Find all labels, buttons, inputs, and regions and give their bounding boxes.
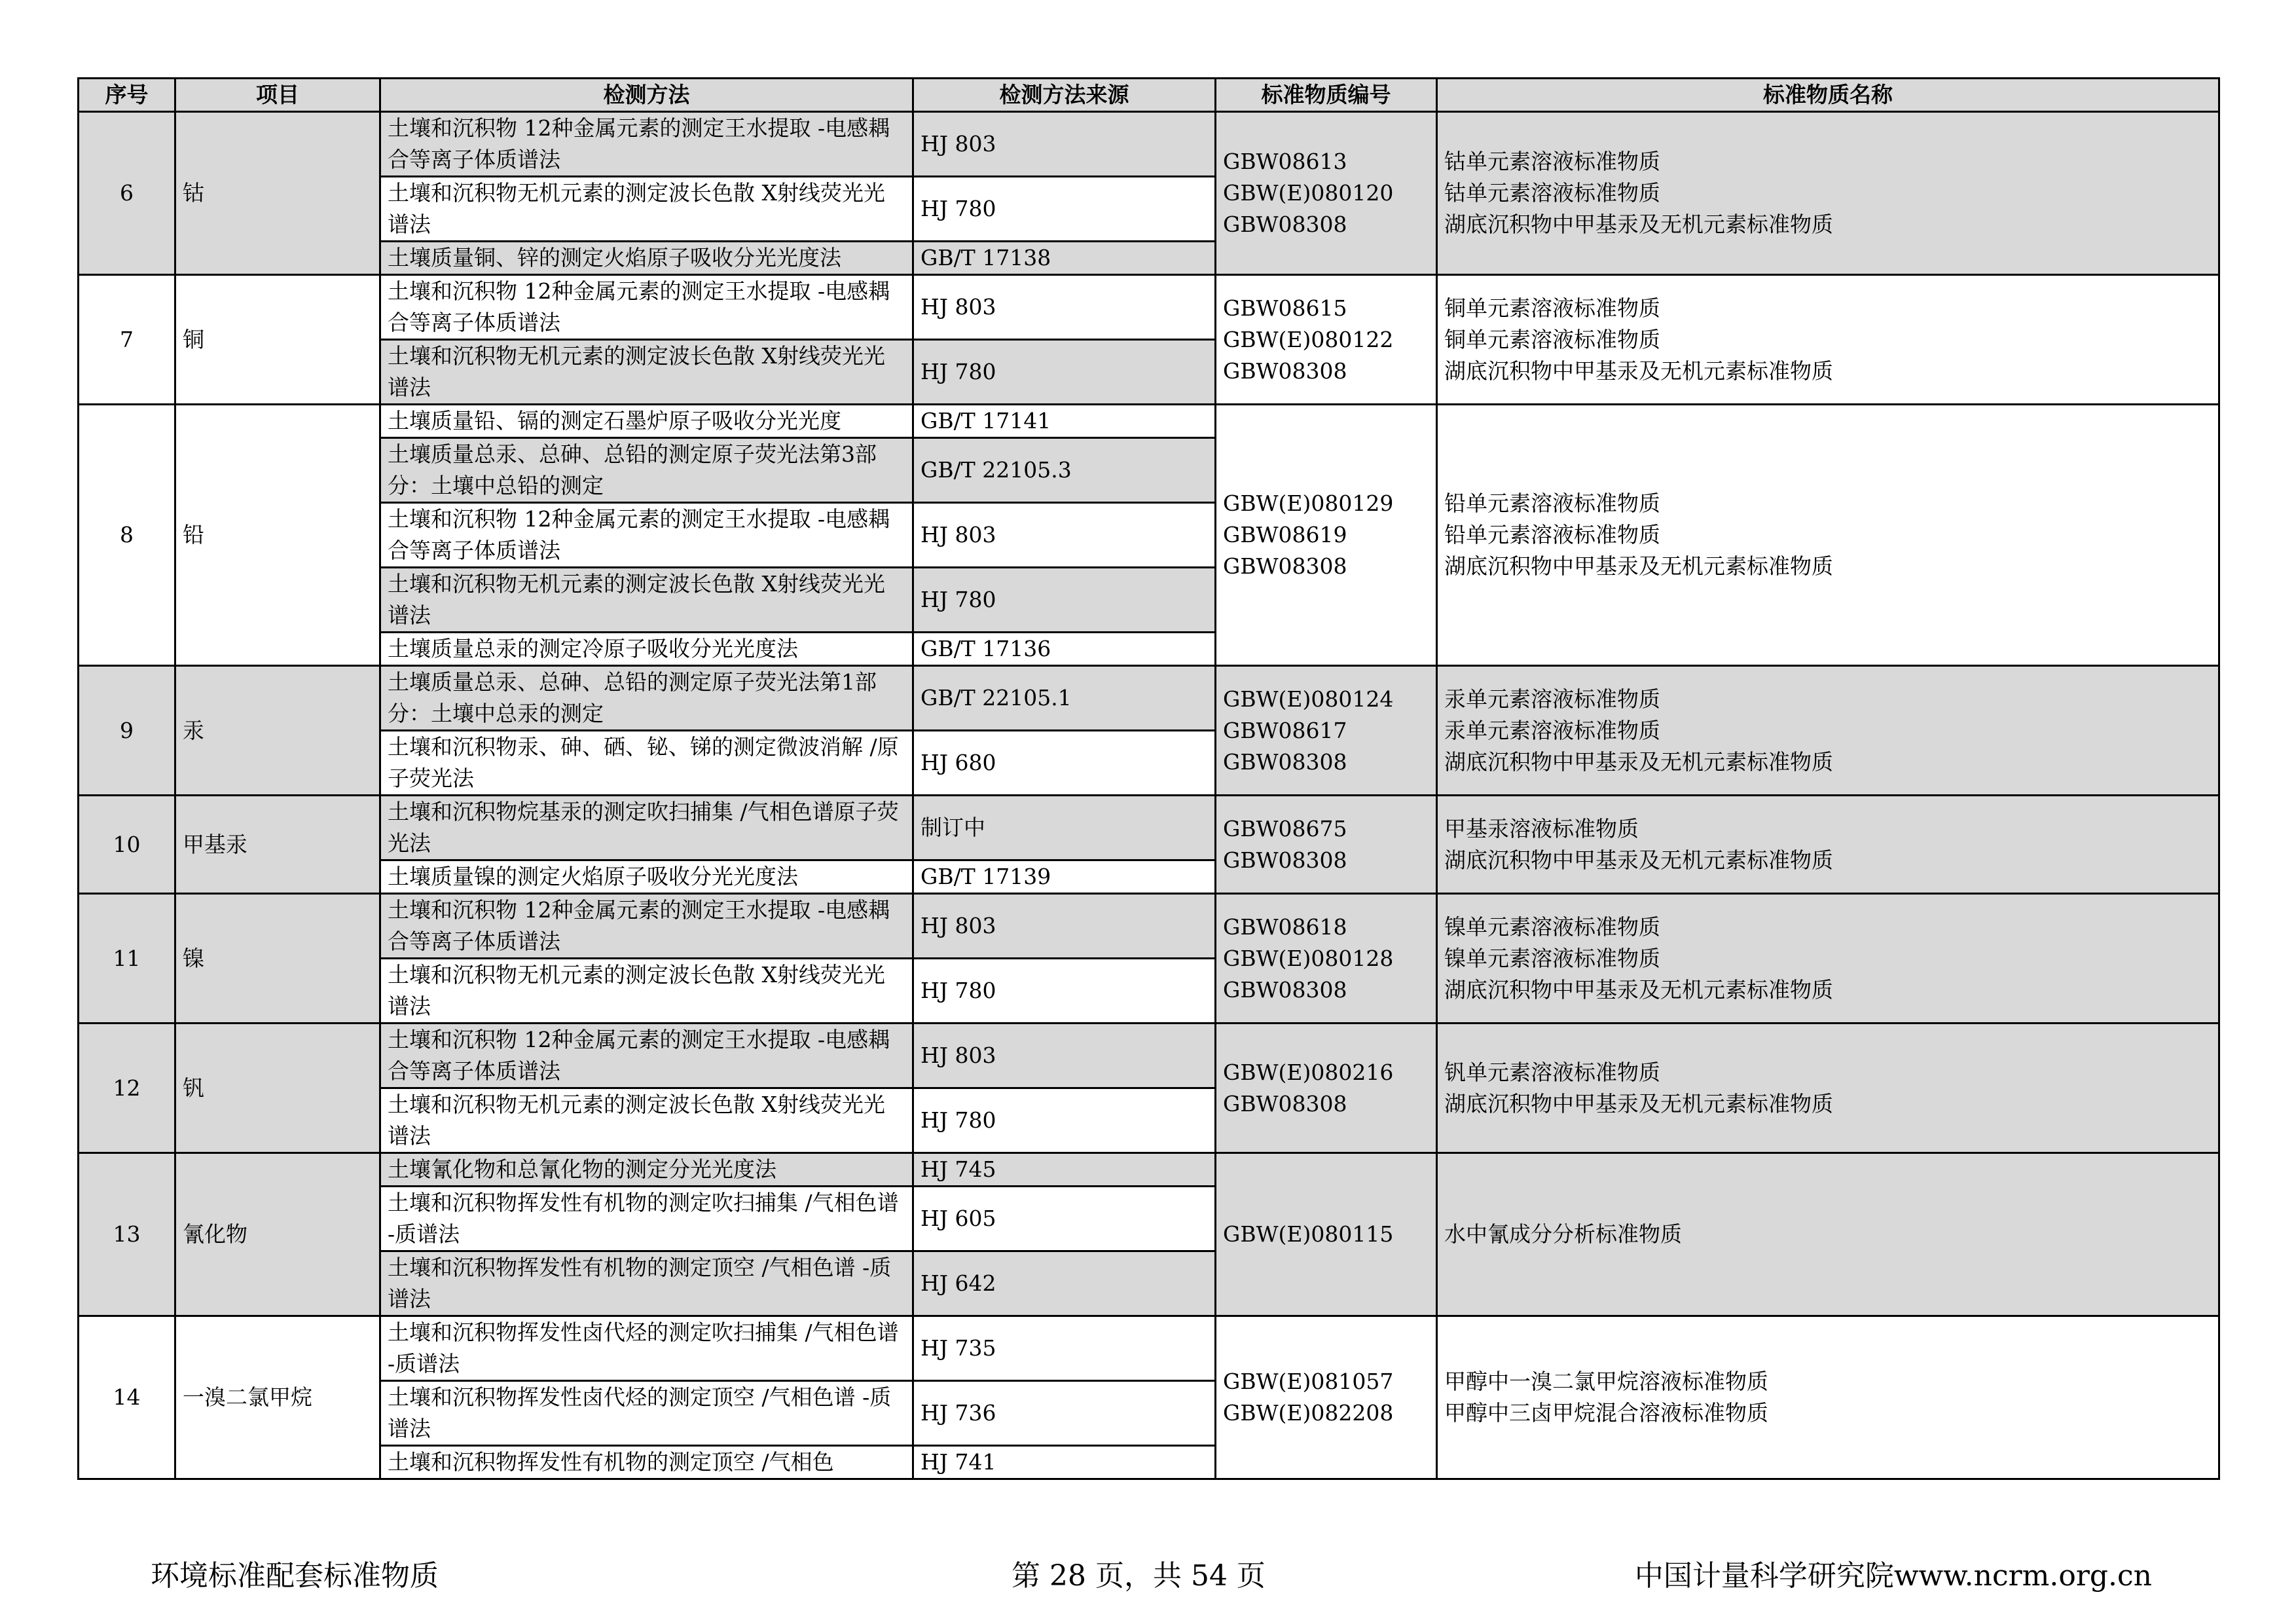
method-name: 土壤质量总汞的测定冷原子吸收分光光度法 (380, 633, 913, 666)
reference-codes: GBW(E)080124 GBW08617 GBW08308 (1216, 666, 1437, 796)
row-item: 一溴二氯甲烷 (175, 1316, 380, 1479)
method-source: HJ 605 (913, 1187, 1216, 1251)
reference-names: 铜单元素溶液标准物质 铜单元素溶液标准物质 湖底沉积物中甲基汞及无机元素标准物质 (1437, 275, 2219, 405)
method-name: 土壤和沉积物无机元素的测定波长色散 X射线荧光光谱法 (380, 1088, 913, 1153)
table-row (79, 1316, 2219, 1381)
reference-names: 甲醇中一溴二氯甲烷溶液标准物质 甲醇中三卤甲烷混合溶液标准物质 (1437, 1316, 2219, 1479)
table-row (79, 405, 2219, 438)
reference-names: 汞单元素溶液标准物质 汞单元素溶液标准物质 湖底沉积物中甲基汞及无机元素标准物质 (1437, 666, 2219, 796)
row-item: 钒 (175, 1024, 380, 1153)
reference-codes: GBW08675 GBW08308 (1216, 796, 1437, 894)
method-name: 土壤质量铅、镉的测定石墨炉原子吸收分光光度 (380, 405, 913, 438)
method-source: HJ 736 (913, 1381, 1216, 1446)
row-index: 12 (79, 1024, 175, 1153)
method-source: HJ 735 (913, 1316, 1216, 1381)
reference-codes: GBW08615 GBW(E)080122 GBW08308 (1216, 275, 1437, 405)
table-row (79, 275, 2219, 340)
method-name: 土壤和沉积物无机元素的测定波长色散 X射线荧光光谱法 (380, 568, 913, 633)
method-name: 土壤和沉积物 12种金属元素的测定王水提取 -电感耦合等离子体质谱法 (380, 112, 913, 177)
reference-codes: GBW(E)080129 GBW08619 GBW08308 (1216, 405, 1437, 666)
method-source: HJ 803 (913, 503, 1216, 568)
method-name: 土壤和沉积物 12种金属元素的测定王水提取 -电感耦合等离子体质谱法 (380, 894, 913, 959)
method-source: HJ 780 (913, 340, 1216, 405)
reference-names: 甲基汞溶液标准物质 湖底沉积物中甲基汞及无机元素标准物质 (1437, 796, 2219, 894)
method-source: HJ 780 (913, 1088, 1216, 1153)
header-index: 序号 (79, 79, 175, 112)
row-item: 甲基汞 (175, 796, 380, 894)
row-item: 氰化物 (175, 1153, 380, 1316)
reference-names: 水中氰成分分析标准物质 (1437, 1153, 2219, 1316)
reference-codes: GBW(E)081057 GBW(E)082208 (1216, 1316, 1437, 1479)
method-name: 土壤和沉积物挥发性有机物的测定顶空 /气相色谱 -质谱法 (380, 1251, 913, 1316)
method-source: GB/T 17136 (913, 633, 1216, 666)
method-name: 土壤质量镍的测定火焰原子吸收分光光度法 (380, 860, 913, 894)
reference-codes: GBW(E)080216 GBW08308 (1216, 1024, 1437, 1153)
row-index: 7 (79, 275, 175, 405)
header-item: 项目 (175, 79, 380, 112)
row-index: 8 (79, 405, 175, 666)
method-source: GB/T 17141 (913, 405, 1216, 438)
reference-codes: GBW(E)080115 (1216, 1153, 1437, 1316)
method-name: 土壤和沉积物挥发性有机物的测定顶空 /气相色 (380, 1446, 913, 1479)
row-item: 铅 (175, 405, 380, 666)
method-name: 土壤氰化物和总氰化物的测定分光光度法 (380, 1153, 913, 1187)
row-index: 14 (79, 1316, 175, 1479)
method-source: GB/T 22105.3 (913, 438, 1216, 503)
table-row (79, 666, 2219, 731)
method-source: HJ 680 (913, 731, 1216, 796)
method-name: 土壤质量铜、锌的测定火焰原子吸收分光光度法 (380, 242, 913, 275)
method-name: 土壤和沉积物挥发性卤代烃的测定吹扫捕集 /气相色谱 -质谱法 (380, 1316, 913, 1381)
table-body (79, 112, 2219, 1479)
reference-names: 镍单元素溶液标准物质 镍单元素溶液标准物质 湖底沉积物中甲基汞及无机元素标准物质 (1437, 894, 2219, 1024)
table-header-row (79, 79, 2219, 112)
method-source: HJ 803 (913, 275, 1216, 340)
method-source: HJ 803 (913, 112, 1216, 177)
method-source: HJ 780 (913, 177, 1216, 242)
method-source: HJ 741 (913, 1446, 1216, 1479)
table-row (79, 1153, 2219, 1187)
row-index: 13 (79, 1153, 175, 1316)
method-source: HJ 642 (913, 1251, 1216, 1316)
method-name: 土壤和沉积物汞、砷、硒、铋、锑的测定微波消解 /原子荧光法 (380, 731, 913, 796)
row-index: 11 (79, 894, 175, 1024)
method-source: HJ 803 (913, 1024, 1216, 1088)
row-item: 钴 (175, 112, 380, 275)
method-name: 土壤和沉积物 12种金属元素的测定王水提取 -电感耦合等离子体质谱法 (380, 503, 913, 568)
row-index: 6 (79, 112, 175, 275)
method-name: 土壤和沉积物无机元素的测定波长色散 X射线荧光光谱法 (380, 177, 913, 242)
method-source: HJ 745 (913, 1153, 1216, 1187)
method-name: 土壤和沉积物 12种金属元素的测定王水提取 -电感耦合等离子体质谱法 (380, 275, 913, 340)
header-reference-name: 标准物质名称 (1437, 79, 2219, 112)
table-row (79, 112, 2219, 177)
reference-codes: GBW08613 GBW(E)080120 GBW08308 (1216, 112, 1437, 275)
method-name: 土壤和沉积物无机元素的测定波长色散 X射线荧光光谱法 (380, 959, 913, 1024)
method-name: 土壤质量总汞、总砷、总铅的测定原子荧光法第1部分：土壤中总汞的测定 (380, 666, 913, 731)
reference-names: 铅单元素溶液标准物质 铅单元素溶液标准物质 湖底沉积物中甲基汞及无机元素标准物质 (1437, 405, 2219, 666)
method-source: HJ 780 (913, 568, 1216, 633)
table-row (79, 894, 2219, 959)
method-name: 土壤和沉积物无机元素的测定波长色散 X射线荧光光谱法 (380, 340, 913, 405)
standards-table (77, 77, 2220, 1480)
row-item: 铜 (175, 275, 380, 405)
reference-names: 钴单元素溶液标准物质 钴单元素溶液标准物质 湖底沉积物中甲基汞及无机元素标准物质 (1437, 112, 2219, 275)
header-method: 检测方法 (380, 79, 913, 112)
method-name: 土壤和沉积物烷基汞的测定吹扫捕集 /气相色谱原子荧光法 (380, 796, 913, 860)
reference-names: 钒单元素溶液标准物质 湖底沉积物中甲基汞及无机元素标准物质 (1437, 1024, 2219, 1153)
method-name: 土壤和沉积物 12种金属元素的测定王水提取 -电感耦合等离子体质谱法 (380, 1024, 913, 1088)
footer-publisher: 中国计量科学研究院www.ncrm.org.cn (1634, 1559, 2152, 1593)
method-name: 土壤和沉积物挥发性有机物的测定吹扫捕集 /气相色谱 -质谱法 (380, 1187, 913, 1251)
reference-codes: GBW08618 GBW(E)080128 GBW08308 (1216, 894, 1437, 1024)
method-source: HJ 780 (913, 959, 1216, 1024)
footer-page-number: 第 28 页，共 54 页 (1011, 1559, 1266, 1593)
header-method-source: 检测方法来源 (913, 79, 1216, 112)
method-source: HJ 803 (913, 894, 1216, 959)
method-name: 土壤和沉积物挥发性卤代烃的测定顶空 /气相色谱 -质谱法 (380, 1381, 913, 1446)
row-item: 汞 (175, 666, 380, 796)
row-index: 10 (79, 796, 175, 894)
footer-document-title: 环境标准配套标准物质 (151, 1559, 439, 1593)
header-reference-code: 标准物质编号 (1216, 79, 1437, 112)
page-footer (0, 1552, 2296, 1591)
method-name: 土壤质量总汞、总砷、总铅的测定原子荧光法第3部分：土壤中总铅的测定 (380, 438, 913, 503)
method-source: GB/T 17139 (913, 860, 1216, 894)
table-row (79, 796, 2219, 860)
method-source: GB/T 22105.1 (913, 666, 1216, 731)
method-source: 制订中 (913, 796, 1216, 860)
method-source: GB/T 17138 (913, 242, 1216, 275)
table-row (79, 1024, 2219, 1088)
row-index: 9 (79, 666, 175, 796)
row-item: 镍 (175, 894, 380, 1024)
